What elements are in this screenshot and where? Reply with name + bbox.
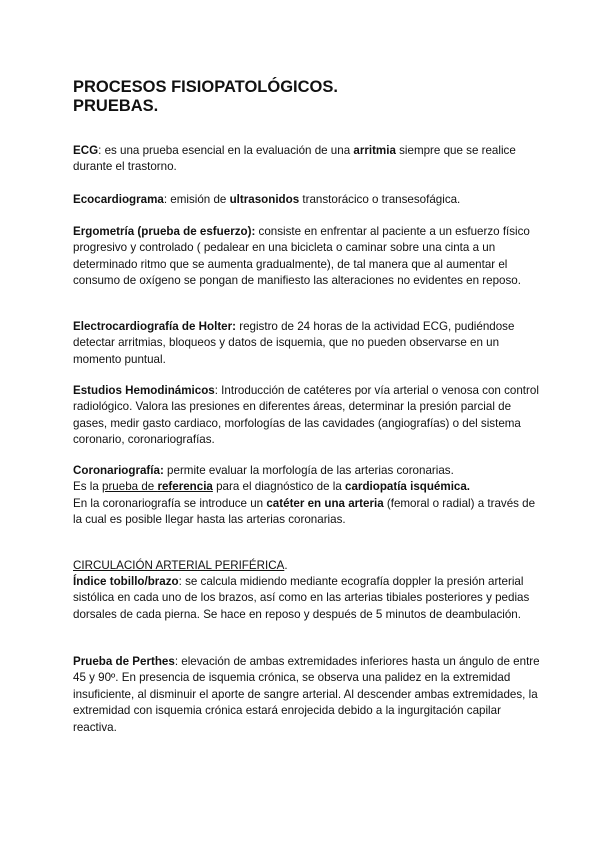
text: para el diagnóstico de la xyxy=(212,480,346,494)
term-holter: Electrocardiografía de Holter: xyxy=(73,320,236,333)
underlined-text: prueba de xyxy=(102,480,158,494)
paragraph-ecg xyxy=(73,143,543,176)
paragraph-holter xyxy=(73,319,543,368)
term-coronariografia: Coronariografía: xyxy=(73,464,164,477)
section-title: CIRCULACIÓN ARTERIAL PERIFÉRICA xyxy=(73,559,285,572)
term-ecocardiograma: Ecocardiograma xyxy=(73,193,164,206)
text: . xyxy=(284,559,288,572)
text: : es una prueba esencial en la evaluación de una xyxy=(98,144,354,157)
text: : elevación de ambas extremidades inferiores hasta un ángulo de entre 45 y 90º. En presencia de isquemia crónica, se observa una palidez en la extremidad insuficiente, al disminuir el aporte de sangre arterial. Al descender ambas extremidades, la extremidad con isquemia crónica estará enrojecida debido a la ingurgitación capilar reactiva. xyxy=(73,655,540,734)
text: : se calcula midiendo mediante ecografía doppler la presión arterial sistólica en cada uno de los brazos, así como en las arterias tibiales posteriores y pedias dorsales de cada pierna. Se hace en reposo y después de 5 minutos de deambulación. xyxy=(73,575,530,621)
text: siempre que se realice durante el trastorno. xyxy=(73,144,516,174)
section-heading xyxy=(73,558,543,574)
bold-text: catéter en una arteria xyxy=(266,496,384,510)
term-prueba-perthes: Prueba de Perthes xyxy=(73,655,175,668)
term-ecg: ECG xyxy=(73,144,99,157)
text: consiste en enfrentar al paciente a un esfuerzo físico progresivo y controlado ( pedalear en una bicicleta o caminar sobre una cinta a un determinado ritmo que se aumenta gradualmente), de tal manera que al aumentar el consumo de oxígeno se pongan de manifiesto las alteraciones no evidentes en reposo. xyxy=(73,225,530,288)
term-indice-tobillo-brazo: Índice tobillo/brazo xyxy=(73,575,179,588)
text: permite evaluar la morfología de las arterias coronarias. xyxy=(163,464,454,477)
paragraph-coronariografia xyxy=(73,463,543,529)
paragraph-ergometria xyxy=(73,224,543,290)
text: : Introducción de catéteres por vía arterial o venosa con control radiológico. Valora las presiones en diferentes áreas, determinar la presión parcial de gases, medir gasto cardiaco, morfologías de las cavidades (angiografías) o del sistema coronario, coronariografías. xyxy=(73,384,539,447)
bold-text: arritmia xyxy=(353,144,396,157)
text: (femoral o radial) a través de la cual es posible llegar hasta las arterias coronarias. xyxy=(73,496,536,527)
text: : emisión de xyxy=(163,193,230,206)
text: transtorácico o transesofágica. xyxy=(299,193,461,206)
term-hemodinamicos: Estudios Hemodinámicos xyxy=(73,384,215,397)
bold-text: ultrasonidos xyxy=(229,193,300,206)
paragraph-prueba-perthes xyxy=(73,654,543,736)
paragraph-hemodinamicos xyxy=(73,383,543,449)
bold-text: cardiopatía isquémica. xyxy=(345,480,471,494)
paragraph-indice-tobillo-brazo xyxy=(73,574,543,623)
underlined-bold-text: referencia xyxy=(157,480,213,494)
text: Es la xyxy=(73,480,102,494)
text: En la coronariografía se introduce un xyxy=(73,496,267,510)
term-ergometria: Ergometría (prueba de esfuerzo): xyxy=(73,225,256,238)
paragraph-ecocardiograma xyxy=(73,192,543,208)
text: registro de 24 horas de la actividad ECG, pudiéndose detectar arritmias, bloqueos y datos de isquemia, que no pueden observarse en un momento puntual. xyxy=(73,320,515,366)
page-title: PROCESOS FISIOPATOLÓGICOS. PRUEBAS. xyxy=(73,78,338,115)
